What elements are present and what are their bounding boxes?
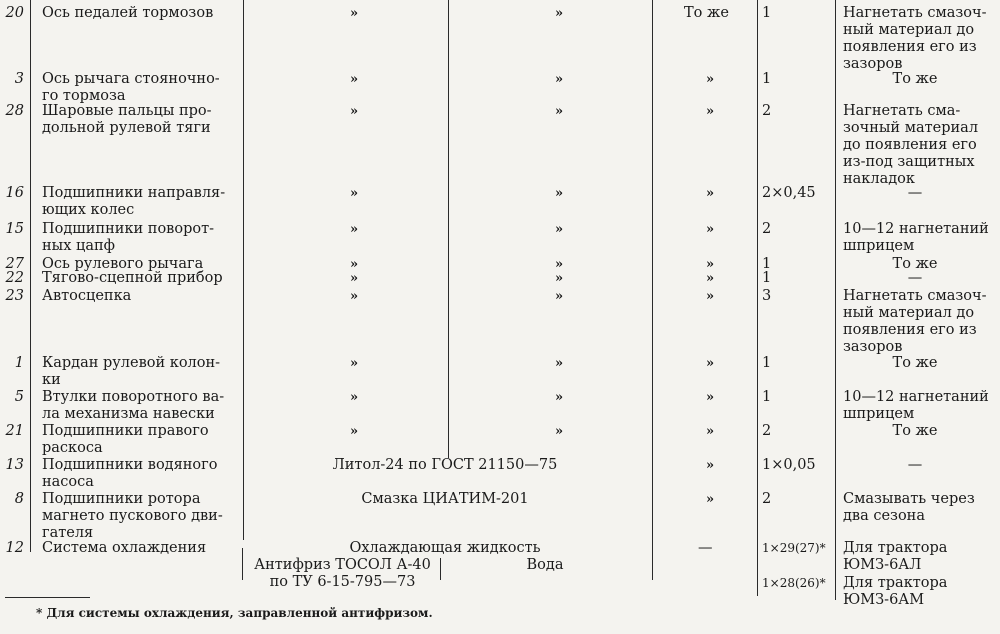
quantity-value: 1×28(26)* [762, 576, 826, 590]
ditto-mark: » [706, 257, 715, 272]
note-line: Для трактора [843, 540, 948, 556]
ditto-mark: » [706, 186, 715, 201]
component-name: Тягово-сцепной прибор [42, 270, 223, 286]
note-line: зочный материал [843, 120, 979, 136]
quantity-value: 2 [762, 221, 772, 237]
row-number: 5 [14, 389, 24, 405]
ditto-mark: » [555, 6, 564, 21]
quantity-value: 1×0,05 [762, 457, 816, 473]
note-line: То же [892, 71, 938, 87]
ditto-mark: » [555, 356, 564, 371]
ditto-text: То же [684, 5, 729, 21]
ditto-mark: » [555, 271, 564, 286]
note-line: — [907, 185, 923, 201]
footnote-text: * Для системы охлаждения, заправленной антифризом. [36, 606, 433, 620]
note-line: Нагнетать смазоч- [843, 288, 987, 304]
ditto-mark: » [350, 72, 359, 87]
note-line: То же [892, 423, 938, 439]
ditto-mark: » [555, 222, 564, 237]
lubricant-name: Литол-24 по ГОСТ 21150—75 [332, 457, 558, 473]
note-line: появления его из [843, 322, 977, 338]
ditto-mark: » [350, 257, 359, 272]
component-name: Подшипники водяного [42, 457, 218, 473]
note-line: появления его из [843, 39, 977, 55]
component-name: Система охлаждения [42, 540, 207, 556]
row-number: 27 [5, 256, 24, 272]
note-line: — [907, 457, 923, 473]
component-name: ных цапф [42, 238, 115, 254]
note-line: до появления его [843, 137, 977, 153]
ditto-mark: » [350, 6, 359, 21]
column-rule-sub [440, 558, 441, 580]
note-line: 10—12 нагнетаний [843, 389, 989, 405]
note-line: ный материал до [843, 22, 975, 38]
note-line: зазоров [843, 339, 903, 355]
note-line: 10—12 нагнетаний [843, 221, 989, 237]
quantity-value: 2 [762, 103, 772, 119]
quantity-value: 2 [762, 423, 772, 439]
ditto-mark: » [555, 257, 564, 272]
ditto-mark: » [350, 289, 359, 304]
ditto-mark: » [706, 356, 715, 371]
ditto-mark: » [350, 390, 359, 405]
component-name: Ось педалей тормозов [42, 5, 214, 21]
water-name: Вода [526, 557, 564, 573]
component-name: гателя [42, 525, 94, 541]
lubricant-name: Смазка ЦИАТИМ-201 [361, 491, 529, 507]
lubricant-name: Охлаждающая жидкость [349, 540, 541, 556]
column-rule-c3 [757, 0, 758, 596]
component-name: Подшипники ротора [42, 491, 201, 507]
note-line: из-под защитных [843, 154, 975, 170]
component-name: Шаровые пальцы про- [42, 103, 212, 119]
quantity-value: 3 [762, 288, 772, 304]
ditto-mark: » [706, 390, 715, 405]
note-line: То же [892, 355, 938, 371]
component-name: ки [42, 372, 61, 388]
quantity-value: 1×29(27)* [762, 541, 826, 555]
row-number: 15 [5, 221, 24, 237]
ditto-mark: » [350, 222, 359, 237]
note-line: Нагнетать сма- [843, 103, 961, 119]
quantity-value: 1 [762, 256, 772, 272]
quantity-value: 1 [762, 355, 772, 371]
ditto-mark: » [706, 458, 715, 473]
antifreeze-name: по ТУ 6-15-795—73 [269, 574, 416, 590]
component-name: ющих колес [42, 202, 135, 218]
row-number: 20 [5, 5, 24, 21]
row-number: 13 [5, 457, 24, 473]
ditto-mark: » [350, 424, 359, 439]
ditto-mark: » [555, 186, 564, 201]
ditto-mark: » [555, 424, 564, 439]
row-number: 3 [14, 71, 24, 87]
interval-dash: — [698, 540, 713, 556]
ditto-mark: » [555, 72, 564, 87]
note-line: зазоров [843, 56, 903, 72]
note-line: ЮМЗ-6АМ [843, 592, 925, 608]
ditto-mark: » [706, 492, 715, 507]
component-name: Ось рулевого рычага [42, 256, 204, 272]
component-name: насоса [42, 474, 94, 490]
quantity-value: 2×0,45 [762, 185, 816, 201]
note-line: ный материал до [843, 305, 975, 321]
antifreeze-name: Антифриз ТОСОЛ А-40 [254, 557, 431, 573]
note-line: ЮМЗ-6АЛ [843, 557, 922, 573]
ditto-mark: » [350, 104, 359, 119]
component-name: Кардан рулевой колон- [42, 355, 221, 371]
component-name: Втулки поворотного ва- [42, 389, 225, 405]
ditto-mark: » [555, 104, 564, 119]
ditto-mark: » [706, 271, 715, 286]
row-number: 16 [5, 185, 24, 201]
component-name: Подшипники правого [42, 423, 209, 439]
column-rule-qty [835, 0, 836, 600]
row-number: 28 [5, 103, 24, 119]
component-name: Ось рычага стояночно- [42, 71, 220, 87]
column-rule-c2 [652, 0, 653, 580]
row-number: 22 [5, 270, 24, 286]
component-name: магнето пускового дви- [42, 508, 223, 524]
note-line: То же [892, 256, 938, 272]
note-line: — [907, 270, 923, 286]
component-name: ла механизма навески [42, 406, 215, 422]
ditto-mark: » [706, 222, 715, 237]
note-line: накладок [843, 171, 915, 187]
column-rule-sub-left [242, 548, 243, 580]
ditto-mark: » [350, 186, 359, 201]
quantity-value: 1 [762, 5, 772, 21]
ditto-mark: » [706, 289, 715, 304]
ditto-mark: » [350, 271, 359, 286]
note-line: два сезона [843, 508, 925, 524]
component-name: го тормоза [42, 88, 126, 104]
component-name: Подшипники поворот- [42, 221, 214, 237]
quantity-value: 1 [762, 389, 772, 405]
footnote-rule [5, 597, 90, 598]
row-number: 12 [5, 540, 24, 556]
ditto-mark: » [555, 289, 564, 304]
component-name: Автосцепка [42, 288, 132, 304]
component-name: Подшипники направля- [42, 185, 226, 201]
component-name: дольной рулевой тяги [42, 120, 211, 136]
note-line: Смазывать через [843, 491, 975, 507]
quantity-value: 1 [762, 270, 772, 286]
note-line: шприцем [843, 406, 915, 422]
ditto-mark: » [706, 72, 715, 87]
quantity-value: 2 [762, 491, 772, 507]
row-number: 23 [5, 288, 24, 304]
note-line: Нагнетать смазоч- [843, 5, 987, 21]
column-rule-c1 [448, 0, 449, 458]
component-name: раскоса [42, 440, 103, 456]
ditto-mark: » [706, 424, 715, 439]
note-line: шприцем [843, 238, 915, 254]
ditto-mark: » [706, 104, 715, 119]
ditto-mark: » [555, 390, 564, 405]
note-line: Для трактора [843, 575, 948, 591]
row-number: 8 [14, 491, 24, 507]
column-rule-num [30, 0, 31, 552]
quantity-value: 1 [762, 71, 772, 87]
ditto-mark: » [350, 356, 359, 371]
row-number: 21 [5, 423, 24, 439]
row-number: 1 [14, 355, 24, 371]
